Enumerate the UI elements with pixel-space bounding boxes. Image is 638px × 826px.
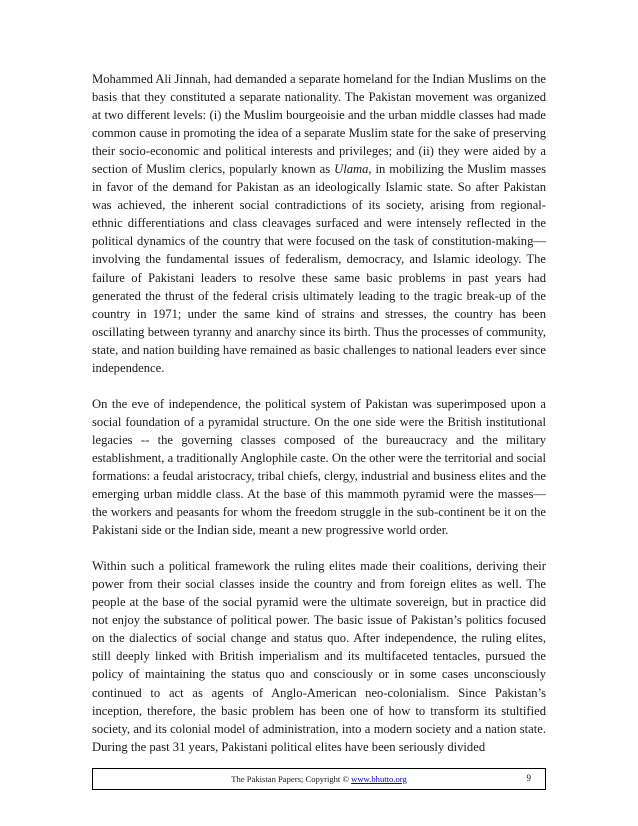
paragraph-text-start: Mohammed Ali Jinnah, had demanded a separate homeland for the Indian Muslims on the basis that they constituted a separate nationality. The Pakistan movement was organized at two different levels: (i) the Muslim bourgeoisie and the urban middle classes had made common cause in promoting the idea of a separate Muslim state for the sake of preserving their socio-economic and political interests and privileges; and (ii) they were aided by a section of Muslim clerics, popularly known as xyxy=(92,72,546,177)
document-body xyxy=(92,70,546,774)
copyright-text: The Pakistan Papers; Copyright © xyxy=(231,774,352,784)
paragraph-jinnah xyxy=(92,70,546,377)
paragraph-text-end: , in mobilizing the Muslim masses in favor of the demand for Pakistan as an ideologically Islamic state. So after Pakistan was achieved, the inherent social contradictions of its society, arising from regional-ethnic differentiations and class cleavages surfaced and were intensely reflected in the political dynamics of the country that were focused on the task of constitution-making—involving the fundamental issues of federalism, democracy, and Islamic ideology. The failure of Pakistani leaders to resolve these same basic problems in past years had generated the thrust of the federal crisis ultimately leading to the tragic break-up of the country in 1971; under the same kind of strains and stresses, the country has been oscillating between tyranny and anarchy since its birth. Thus the processes of community, state, and nation building have remained as basic challenges to national leaders ever since independence. xyxy=(92,162,546,375)
paragraph-ruling-elites: Within such a political framework the ruling elites made their coalitions, deriving their power from their social classes inside the country and from foreign elites as well. The people at the base of the social pyramid were the ultimate sovereign, but in practice did not enjoy the substance of political power. The basic issue of Pakistan’s politics focused on the dialectics of social change and status quo. After independence, the ruling elites, still deeply linked with British imperialism and its multifaceted tentacles, pursued the policy of maintaining the status quo and consciously or in some cases unconsciously continued to act as agents of Anglo-American neo-colonialism. Since Pakistan’s inception, therefore, the basic problem has been one of how to transform its stultified society, and its colonial model of administration, into a modern society and a nation state. During the past 31 years, Pakistani political elites have been seriously divided xyxy=(92,559,546,754)
page-number: 9 xyxy=(526,773,531,783)
page-footer xyxy=(92,768,546,790)
ulama-term: Ulama xyxy=(334,162,369,177)
paragraph-independence: On the eve of independence, the political system of Pakistan was superimposed upon a social foundation of a pyramidal structure. On the one side were the British institutional legacies -- the governing classes composed of the bureaucracy and the military establishment, a traditionally Anglophile caste. On the other were the territorial and social formations: a feudal aristocracy, tribal chiefs, clergy, industrial and business elites and the emerging urban middle class. At the base of this mammoth pyramid were the masses—the workers and peasants for whom the freedom struggle in the sub-continent be it on the Pakistani side or the Indian side, meant a new progressive world order. xyxy=(92,396,546,538)
footer-copyright xyxy=(93,774,545,784)
website-link[interactable]: www.bhutto.org xyxy=(351,774,407,784)
